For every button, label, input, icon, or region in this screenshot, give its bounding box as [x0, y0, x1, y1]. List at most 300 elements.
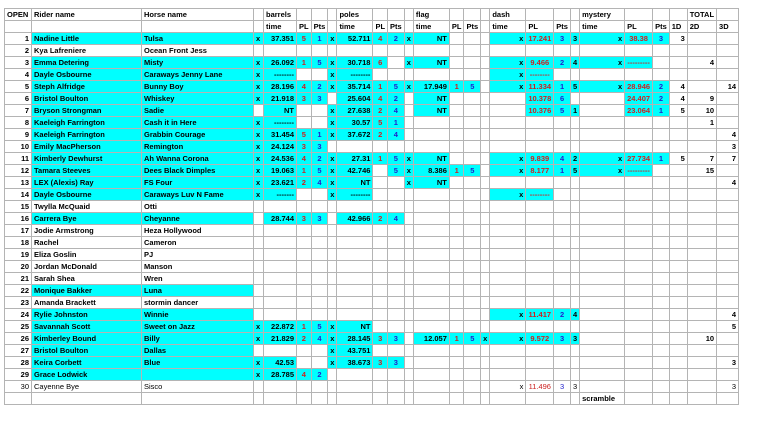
header-cell — [328, 9, 337, 21]
header-subcell: time — [337, 21, 373, 33]
result-cell — [254, 237, 264, 249]
result-cell — [264, 297, 297, 309]
result-cell — [481, 105, 490, 117]
result-cell — [580, 141, 625, 153]
result-cell — [490, 141, 526, 153]
result-cell — [653, 141, 670, 153]
result-cell — [526, 273, 554, 285]
result-cell: 5 — [373, 117, 388, 129]
result-cell — [554, 321, 571, 333]
result-cell: 5 — [311, 321, 328, 333]
header-subcell: Pts — [554, 21, 571, 33]
result-cell — [373, 249, 388, 261]
result-cell: 4 — [388, 105, 405, 117]
rider-number: 3 — [5, 57, 32, 69]
result-cell — [464, 225, 481, 237]
footer-cell — [254, 393, 264, 405]
table-row — [5, 177, 739, 189]
result-cell — [297, 285, 312, 297]
result-cell: x — [328, 333, 337, 345]
result-cell — [653, 309, 670, 321]
result-cell — [449, 357, 464, 369]
rider-number: 27 — [5, 345, 32, 357]
result-cell — [297, 237, 312, 249]
result-cell — [570, 225, 579, 237]
result-cell — [653, 273, 670, 285]
header-cell — [464, 9, 481, 21]
result-cell: 23.621 — [264, 177, 297, 189]
result-cell — [570, 321, 579, 333]
result-cell — [481, 45, 490, 57]
result-cell — [526, 321, 554, 333]
result-cell — [625, 273, 653, 285]
result-cell — [449, 381, 464, 393]
result-cell — [580, 285, 625, 297]
result-cell — [653, 45, 670, 57]
rider-name: Bristol Boulton — [32, 345, 142, 357]
result-cell: x — [254, 33, 264, 45]
header-cell — [526, 9, 554, 21]
result-cell: -------- — [526, 69, 554, 81]
result-cell — [464, 213, 481, 225]
result-cell — [669, 117, 687, 129]
result-cell — [388, 225, 405, 237]
result-cell — [388, 189, 405, 201]
header-cell — [625, 9, 653, 21]
result-cell — [337, 261, 373, 273]
result-cell — [717, 189, 739, 201]
result-cell — [717, 297, 739, 309]
result-cell: x — [254, 93, 264, 105]
result-cell: 21.829 — [264, 333, 297, 345]
result-cell — [554, 45, 571, 57]
result-cell — [264, 309, 297, 321]
result-cell — [404, 285, 413, 297]
result-cell — [328, 273, 337, 285]
result-cell: 1 — [687, 117, 716, 129]
result-cell — [297, 105, 312, 117]
result-cell — [717, 69, 739, 81]
result-cell — [669, 249, 687, 261]
table-row — [5, 285, 739, 297]
result-cell — [388, 69, 405, 81]
header-subcell: time — [490, 21, 526, 33]
result-cell — [254, 201, 264, 213]
result-cell — [413, 297, 449, 309]
result-cell — [570, 201, 579, 213]
table-row — [5, 129, 739, 141]
result-cell: 3 — [297, 213, 312, 225]
result-cell — [413, 237, 449, 249]
result-cell: 27.638 — [337, 105, 373, 117]
table-row — [5, 105, 739, 117]
result-cell: --------- — [625, 165, 653, 177]
result-cell — [388, 309, 405, 321]
result-cell — [687, 33, 716, 45]
result-cell — [625, 189, 653, 201]
result-cell — [625, 369, 653, 381]
result-cell: 4 — [717, 129, 739, 141]
result-cell: 3 — [717, 381, 739, 393]
result-cell — [526, 237, 554, 249]
result-cell: x — [580, 81, 625, 93]
result-cell — [554, 129, 571, 141]
result-cell — [570, 369, 579, 381]
result-cell — [481, 81, 490, 93]
result-cell: 5 — [297, 129, 312, 141]
result-cell — [264, 237, 297, 249]
result-cell: 1 — [311, 129, 328, 141]
horse-name: Cheyanne — [142, 213, 254, 225]
result-cell: 4 — [311, 333, 328, 345]
result-cell: 23.064 — [625, 105, 653, 117]
result-cell — [717, 249, 739, 261]
rider-number: 24 — [5, 309, 32, 321]
result-cell: 3 — [653, 33, 670, 45]
result-cell — [687, 381, 716, 393]
table-row — [5, 153, 739, 165]
header-cell: dash — [490, 9, 526, 21]
result-cell — [388, 141, 405, 153]
result-cell — [554, 177, 571, 189]
result-cell — [625, 285, 653, 297]
rider-name: Bryson Strongman — [32, 105, 142, 117]
result-cell — [687, 369, 716, 381]
result-cell — [413, 249, 449, 261]
result-cell: x — [490, 69, 526, 81]
result-cell: x — [328, 321, 337, 333]
result-cell — [554, 345, 571, 357]
result-cell — [373, 201, 388, 213]
result-cell: -------- — [264, 69, 297, 81]
result-cell — [464, 141, 481, 153]
result-cell — [373, 309, 388, 321]
result-cell — [580, 93, 625, 105]
result-cell — [570, 141, 579, 153]
result-cell — [373, 285, 388, 297]
result-cell — [449, 33, 464, 45]
result-cell: 28.145 — [337, 333, 373, 345]
result-cell: 24.536 — [264, 153, 297, 165]
result-cell — [328, 213, 337, 225]
result-cell — [481, 201, 490, 213]
horse-name: Grabbin Courage — [142, 129, 254, 141]
result-cell — [526, 45, 554, 57]
result-cell — [554, 69, 571, 81]
result-cell — [264, 225, 297, 237]
result-cell — [570, 177, 579, 189]
result-cell — [717, 93, 739, 105]
result-cell: 9.572 — [526, 333, 554, 345]
result-cell — [449, 129, 464, 141]
result-cell — [449, 105, 464, 117]
result-cell: x — [490, 381, 526, 393]
horse-name — [142, 369, 254, 381]
result-cell: 22.872 — [264, 321, 297, 333]
result-cell — [297, 297, 312, 309]
table-row — [5, 333, 739, 345]
result-cell — [413, 213, 449, 225]
result-cell — [464, 249, 481, 261]
result-cell — [687, 285, 716, 297]
result-cell — [337, 273, 373, 285]
rider-name: Steph Alfridge — [32, 81, 142, 93]
result-cell — [570, 129, 579, 141]
result-cell — [328, 237, 337, 249]
result-cell — [481, 177, 490, 189]
header-row-columns — [5, 21, 739, 33]
result-cell: 4 — [297, 81, 312, 93]
result-cell: x — [254, 189, 264, 201]
result-cell — [653, 201, 670, 213]
header-subcell: 3D — [717, 21, 739, 33]
result-cell — [554, 189, 571, 201]
result-cell — [449, 249, 464, 261]
result-cell: 30.718 — [337, 57, 373, 69]
result-cell — [404, 333, 413, 345]
result-cell — [373, 321, 388, 333]
rider-number: 19 — [5, 249, 32, 261]
result-cell — [481, 33, 490, 45]
result-cell: 1 — [297, 321, 312, 333]
horse-name: Billy — [142, 333, 254, 345]
header-subcell: time — [264, 21, 297, 33]
result-cell — [481, 381, 490, 393]
result-cell — [413, 45, 449, 57]
results-sheet — [4, 8, 739, 405]
horse-name: Cash it in Here — [142, 117, 254, 129]
result-cell — [554, 201, 571, 213]
result-cell — [404, 321, 413, 333]
result-cell — [687, 249, 716, 261]
result-cell — [404, 249, 413, 261]
result-cell: x — [328, 345, 337, 357]
header-cell: barrels — [264, 9, 297, 21]
rider-number: 8 — [5, 117, 32, 129]
horse-name: Sadie — [142, 105, 254, 117]
header-subcell — [481, 21, 490, 33]
result-cell — [311, 201, 328, 213]
result-cell — [653, 261, 670, 273]
result-cell — [687, 129, 716, 141]
result-cell: x — [254, 177, 264, 189]
result-cell — [404, 369, 413, 381]
result-cell — [388, 381, 405, 393]
header-subcell: PL — [297, 21, 312, 33]
result-cell: 5 — [388, 165, 405, 177]
result-cell: 12.057 — [413, 333, 449, 345]
footer-cell — [687, 393, 716, 405]
header-cell: flag — [413, 9, 449, 21]
result-cell — [490, 321, 526, 333]
header-cell: Rider name — [32, 9, 142, 21]
result-cell: -------- — [337, 189, 373, 201]
result-cell — [449, 345, 464, 357]
result-cell: 26.092 — [264, 57, 297, 69]
result-cell: 10.376 — [526, 105, 554, 117]
result-cell — [669, 165, 687, 177]
result-cell — [413, 273, 449, 285]
result-cell — [449, 69, 464, 81]
horse-name: Tulsa — [142, 33, 254, 45]
result-cell: -------- — [337, 69, 373, 81]
result-cell — [449, 177, 464, 189]
result-cell — [337, 381, 373, 393]
result-cell: 4 — [311, 177, 328, 189]
horse-name: Whiskey — [142, 93, 254, 105]
result-cell — [464, 93, 481, 105]
header-subcell — [570, 21, 579, 33]
footer-cell — [449, 393, 464, 405]
result-cell — [580, 297, 625, 309]
result-cell: 38.673 — [337, 357, 373, 369]
rider-number: 28 — [5, 357, 32, 369]
result-cell — [264, 285, 297, 297]
result-cell — [388, 369, 405, 381]
result-cell: 4 — [388, 129, 405, 141]
result-cell: x — [254, 141, 264, 153]
result-cell — [580, 381, 625, 393]
result-cell: -------- — [526, 189, 554, 201]
result-cell: 4 — [687, 57, 716, 69]
result-cell: x — [328, 189, 337, 201]
rider-name: Tamara Steeves — [32, 165, 142, 177]
result-cell: 3 — [669, 33, 687, 45]
result-cell — [404, 273, 413, 285]
rider-number: 5 — [5, 81, 32, 93]
footer-row — [5, 393, 739, 405]
rider-name: Monique Bakker — [32, 285, 142, 297]
result-cell: 5 — [669, 105, 687, 117]
result-cell — [449, 201, 464, 213]
result-cell: 2 — [297, 177, 312, 189]
result-cell: x — [580, 153, 625, 165]
result-cell: 3 — [311, 93, 328, 105]
result-cell: 9.466 — [526, 57, 554, 69]
result-cell: 5 — [464, 165, 481, 177]
header-subcell: PL — [449, 21, 464, 33]
rider-name: Dayle Osbourne — [32, 189, 142, 201]
result-cell — [388, 201, 405, 213]
horse-name: Ocean Front Jess — [142, 45, 254, 57]
result-cell: ------- — [264, 189, 297, 201]
result-cell — [625, 345, 653, 357]
rider-name: Carrera Bye — [32, 213, 142, 225]
result-cell — [653, 285, 670, 297]
result-cell — [653, 129, 670, 141]
result-cell — [490, 105, 526, 117]
result-cell: 28.946 — [625, 81, 653, 93]
rider-name: LEX (Alexis) Ray — [32, 177, 142, 189]
rider-name: Kimberley Bound — [32, 333, 142, 345]
header-cell — [653, 9, 670, 21]
result-cell — [669, 345, 687, 357]
result-cell: 27.31 — [337, 153, 373, 165]
result-cell — [669, 177, 687, 189]
rider-name: Keira Corbett — [32, 357, 142, 369]
result-cell — [373, 261, 388, 273]
result-cell: x — [580, 165, 625, 177]
result-cell — [625, 69, 653, 81]
result-cell: 4 — [669, 93, 687, 105]
result-cell — [388, 261, 405, 273]
rider-number: 6 — [5, 93, 32, 105]
result-cell: 3 — [570, 333, 579, 345]
result-cell: 3 — [554, 381, 571, 393]
result-cell: 24.407 — [625, 93, 653, 105]
footer-cell — [554, 393, 571, 405]
horse-name: Misty — [142, 57, 254, 69]
result-cell — [526, 249, 554, 261]
result-cell: NT — [413, 153, 449, 165]
result-cell — [625, 117, 653, 129]
result-cell — [554, 117, 571, 129]
result-cell: x — [490, 189, 526, 201]
result-cell — [490, 225, 526, 237]
table-row — [5, 213, 739, 225]
result-cell: 27.734 — [625, 153, 653, 165]
result-cell — [413, 345, 449, 357]
result-cell — [388, 345, 405, 357]
result-cell — [337, 225, 373, 237]
result-cell — [481, 249, 490, 261]
result-cell — [297, 273, 312, 285]
result-cell — [490, 345, 526, 357]
result-cell: 37.351 — [264, 33, 297, 45]
rider-name: Nadine Little — [32, 33, 142, 45]
result-cell — [526, 129, 554, 141]
result-cell: NT — [413, 177, 449, 189]
result-cell — [404, 129, 413, 141]
header-subcell: Pts — [464, 21, 481, 33]
result-cell: 5 — [311, 57, 328, 69]
result-cell: x — [404, 177, 413, 189]
rider-number: 29 — [5, 369, 32, 381]
header-cell — [254, 9, 264, 21]
result-cell — [580, 309, 625, 321]
footer-cell — [5, 393, 32, 405]
result-cell — [373, 69, 388, 81]
result-cell: 11.417 — [526, 309, 554, 321]
result-cell: NT — [337, 321, 373, 333]
result-cell — [687, 345, 716, 357]
result-cell — [580, 273, 625, 285]
result-cell — [526, 285, 554, 297]
result-cell: 42.746 — [337, 165, 373, 177]
result-cell — [526, 201, 554, 213]
result-cell — [464, 237, 481, 249]
result-cell — [580, 105, 625, 117]
result-cell — [653, 213, 670, 225]
result-cell — [669, 381, 687, 393]
table-row — [5, 81, 739, 93]
result-cell — [669, 333, 687, 345]
result-cell: 5 — [388, 81, 405, 93]
result-cell — [388, 177, 405, 189]
result-cell — [481, 273, 490, 285]
result-cell — [481, 357, 490, 369]
result-cell — [490, 273, 526, 285]
result-cell — [653, 57, 670, 69]
header-cell — [297, 9, 312, 21]
result-cell: 11.334 — [526, 81, 554, 93]
result-cell — [653, 165, 670, 177]
result-cell — [254, 225, 264, 237]
result-cell — [570, 357, 579, 369]
result-cell — [337, 285, 373, 297]
result-cell — [490, 177, 526, 189]
result-cell — [669, 69, 687, 81]
